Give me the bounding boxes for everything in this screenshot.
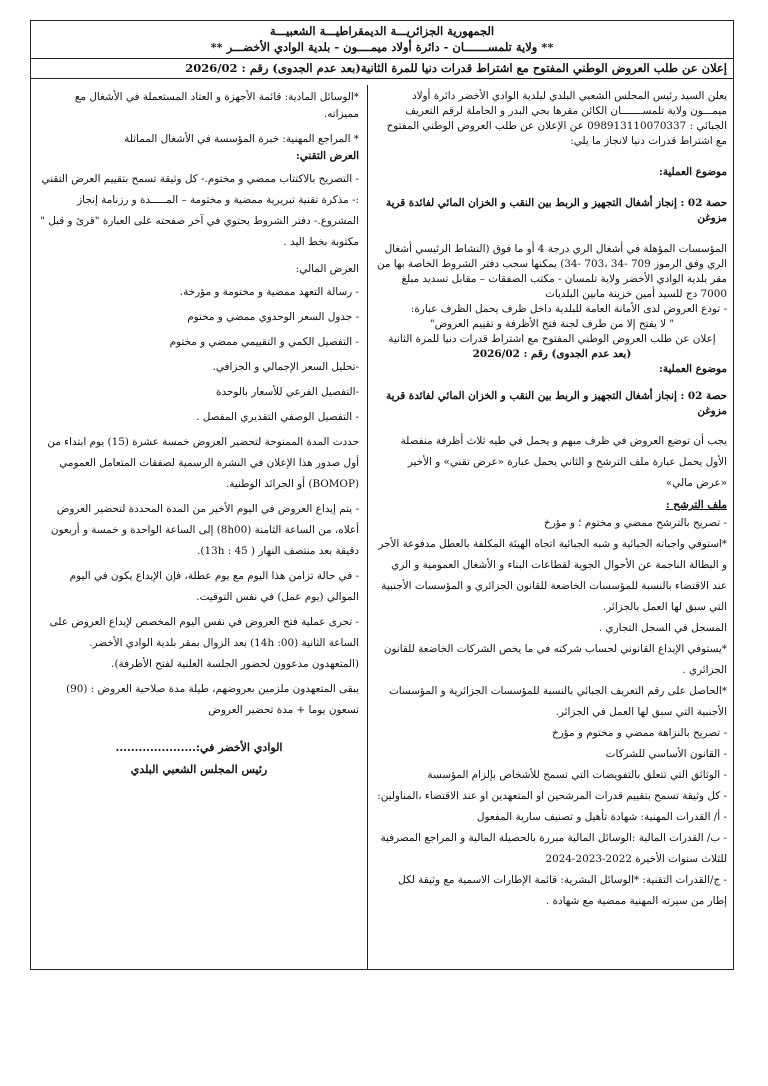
financial-offer-heading: العرض المالي:	[295, 263, 359, 275]
deposit-line: (بعد عدم الجدوى) رقم : 2026/02	[472, 348, 632, 360]
envelopes-paragraph: يجب أن توضع العروض في ظرف مبهم و يحمل في طيه ثلاث أظرفة منفصلة الأول يحمل عبارة ملف الترشح و الثاني يحمل عبارة «عرض تقني» و الأخير «عرض مالي»	[400, 435, 727, 489]
timeline-item: حددت المدة الممنوحة لتحضير العروض خمسة عشرة (15) يوم ابتداء من أول صدور هذا الإعلان في النشرة الرسمية لصفقات المتعامل العمومي (BOMOP) أو الجرائد الوطنية.	[47, 436, 359, 490]
announcement-title: إعلان عن طلب العروض الوطني المفتوح مع اشتراط قدرات دنيا للمرة الثانية(بعد عدم الجدوى) رقم : 2026/02	[31, 59, 733, 79]
body-columns	[31, 85, 733, 969]
candidacy-item: - ج/القدرات التقنية: *الوسائل البشرية: قائمة الإطارات الاسمية مع وثيقة لكل إطار من سيرته المهنية ممضية مع شهادة .	[398, 874, 727, 907]
timeline-list	[39, 432, 359, 721]
financial-offer-item: -التفصيل الفرعي للأسعار بالوحدة	[216, 386, 359, 398]
candidacy-item: - الوثائق التي تتعلق بالتفويضات التي تسمح للأشخاص بإلزام المؤسسة	[427, 769, 727, 781]
candidacy-item: - القانون الأساسي للشركات	[605, 748, 727, 760]
timeline-item: يبقى المتعهدون ملزمين بعروضهم، طيلة مدة صلاحية العروض : (90) تسعون يوما + مدة تحضير العروض	[66, 683, 359, 716]
candidacy-item: - تصريح بالترشح ممضي و مختوم ؛ و مؤرخ	[543, 517, 727, 529]
announcement-frame	[30, 20, 734, 970]
candidacy-item: - أ/ القدرات المهنية: شهادة تأهيل و تصنيف سارية المفعول	[476, 811, 727, 823]
document-header	[31, 21, 733, 59]
signature-place: الوادي الأخضر في:.....................	[115, 741, 283, 754]
candidacy-item: *الحاصل على رقم التعريف الجبائي بالنسبة للمؤسسات الجزائرية و المؤسسات الأجنبية التي سبق لها العمل في الجزائر.	[388, 685, 727, 718]
timeline-item: - يتم إيداع العروض في اليوم الأخير من المدة المحددة لتحضير العروض أعلاه، من الساعة الثامنة (8h00) إلى الساعة الواحدة و خمسة و أربعون دقيقة بعد منتصف النهار ( 45 : 13h).	[50, 503, 359, 557]
lot-title: حصة 02 : إنجاز أشغال التجهيز و الربط بين النقب و الخزان المائي لفائدة قرية مزوغن	[386, 390, 727, 417]
intro-paragraph: يعلن السيد رئيس المجلس الشعبي البلدي لبلدية الوادي الأخضر دائرة أولاد ميمـــون ولاية تلمســـــــان الكائن مقرها بحي البدر و الحاملة لرقم التعريف الجبائي : 098913110070337 عن الإعلان عن طلب العروض الوطني المفتوح مع اشتراط قدرات دنيا لانجاز ما يلي:	[386, 90, 727, 147]
material-means: *الوسائل المادية: قائمة الأجهزة و العتاد المستعملة في الأشغال مع مميزاته.	[74, 91, 359, 120]
technical-offer-heading: العرض التقني:	[295, 150, 359, 162]
financial-offer-item: - التفصيل الكمي و التقييمي ممضي و مختوم	[169, 336, 359, 348]
subject-heading: موضوع العملية:	[659, 166, 727, 178]
candidacy-item: المسجل في السجل التجاري .	[598, 622, 727, 634]
municipality-line: ** ولاية تلمســـــــان - دائرة أولاد ميمــــون - بلدية الوادي الأخضـــر **	[210, 40, 554, 54]
professional-references: * المراجع المهنية: خبرة المؤسسة في الأشغال المماثلة	[124, 133, 359, 145]
candidacy-item: - تصريح بالنزاهة ممضي و مختوم و مؤرخ	[551, 727, 727, 739]
deposit-line: إعلان عن طلب العروض الوطني المفتوح مع اشتراط قدرات دنيا للمرة الثانية	[388, 333, 716, 345]
deposit-line: " لا يفتح إلا من طرف لجنة فتح الأظرفة و تقييم العروض"	[429, 318, 675, 330]
candidacy-item: *يستوفي الإيداع القانوني لحساب شركته في ما يخص الشركات الخاضعة للقانون الجزائري .	[383, 643, 727, 676]
technical-offer-list	[39, 169, 359, 253]
financial-offer-item: -تحليل السعر الإجمالي و الجزافي.	[212, 361, 359, 373]
republic-title: الجمهورية الجزائريـــة الديمقراطيـــة الشعبيـــة	[269, 24, 495, 38]
eligibility-paragraph: المؤسسات المؤهلة في أشغال الري درجة 4 أو ما فوق (النشاط الرئيسي أشغال الري وفق الرموز 709 -34 ،703 -34) يمكنها سحب دفتر الشروط الخاصة بها من مقر بلدية الوادي الأخضر ولاية تلمسان - مكتب الصفقات – مقابل تسديد مبلغ 7000 دج للسيد أمين خزينة مابين البلديات	[376, 243, 727, 300]
candidacy-list	[377, 513, 727, 912]
signature-title: رئيس المجلس الشعبي البلدي	[130, 763, 268, 776]
candidacy-heading: ملف الترشح :	[665, 499, 727, 511]
deposit-line: - تودع العروض لدى الأمانة العامة للبلدية داخل ظرف يحمل الظرف عبارة:	[410, 303, 727, 315]
candidacy-item: *استوفي واجباته الجبائية و شبه الجبائية اتجاه الهيئة المكلفة بالعطل مدفوعة الأجر و البطالة الناجمة عن الأحوال الجوية لقطاعات البناء و الأشغال العمومية و الري عند الاقتضاء بالنسبة للمؤسسات الخاضعة للقانون الجزائري و المؤسسات الأجنبية التي سبق لها العمل بالجزائر.	[378, 538, 727, 613]
financial-offer-item: - جدول السعر الوحدوي ممضي و مختوم	[187, 311, 359, 323]
financial-offer-item: - التفصيل الوصفي التقديري المفصل .	[196, 411, 359, 423]
left-column	[31, 85, 367, 969]
financial-offer-list	[39, 282, 359, 428]
subject-heading: موضوع العملية:	[659, 363, 727, 375]
timeline-item: - تجرى عملية فتح العروض في نفس اليوم المخصص لإيداع العروض على الساعة الثانية (14h :00) بعد الزوال بمقر بلدية الوادي الأخضر. (المتعهدون مدعوون لحضور الجلسة العلنية لفتح الأظرفة).	[49, 616, 359, 670]
technical-offer-item: - التصريح بالاكتتاب ممضي و مختوم.- كل وثيقة تسمح بتقييم العرض التقني :- مذكرة تقنية تبريرية ممضية و مختومة – المـــــدة و رزنامة إنجاز المشروع.- دفتر الشروط يحتوي في آخر صفحته على العبارة "قرئ و قبل " مكتوبة بخط اليد .	[40, 173, 359, 248]
candidacy-item: - ب/ القدرات المالية :الوسائل المالية مبررة بالحصيلة المالية و المراجع المصرفية للثلاث سنوات الأخيرة 2022-2023-2024	[380, 832, 727, 865]
timeline-item: - في حالة تزامن هذا اليوم مع يوم عطلة، فإن الإيداع يكون في اليوم الموالي (يوم عمل) في نفس التوقيت.	[69, 570, 359, 603]
lot-title: حصة 02 : إنجاز أشغال التجهيز و الربط بين النقب و الخزان المائي لفائدة قرية مزوغن	[386, 197, 727, 224]
candidacy-item: - كل وثيقة تسمح بتقييم قدرات المرشحين او المتعهدين او عند الاقتضاء ،المناولين:	[377, 790, 727, 802]
right-column	[369, 85, 733, 969]
column-divider	[367, 85, 368, 969]
financial-offer-item: - رسالة التعهد ممضية و مختومة و مؤرخة.	[179, 286, 359, 298]
